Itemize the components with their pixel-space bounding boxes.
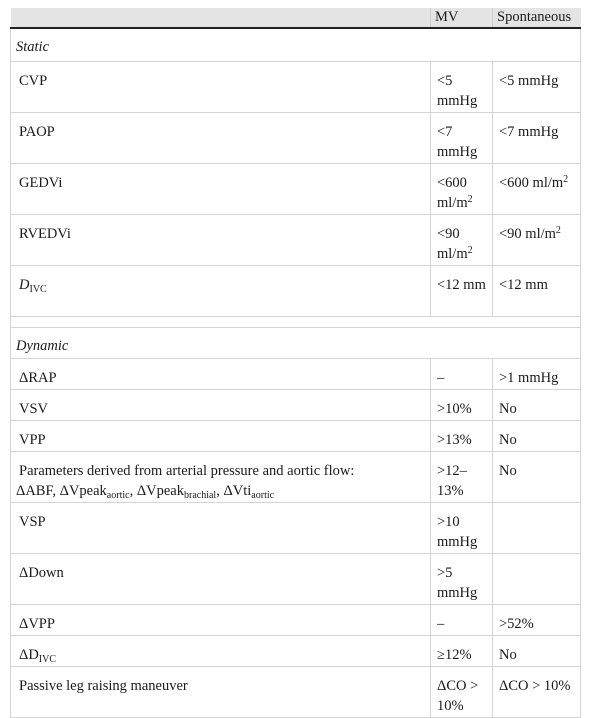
- spontaneous-cell: No: [493, 389, 581, 420]
- table-row: [11, 214, 581, 265]
- table-row: [11, 451, 581, 502]
- param-cell: PAOP: [11, 112, 431, 163]
- param-text: , ΔVti: [216, 482, 252, 499]
- subscript: aortic: [106, 489, 130, 501]
- param-cell: VPP: [11, 420, 431, 451]
- header-spontaneous: Spontaneous: [493, 8, 581, 28]
- section-title-static: Static: [11, 28, 581, 61]
- mv-cell: >5 mmHg: [431, 553, 493, 604]
- header-parameter: [11, 8, 431, 28]
- mv-cell: >10%: [431, 389, 493, 420]
- mv-cell: [431, 163, 493, 214]
- mv-value: <90 ml/m: [437, 225, 468, 262]
- section-title-dynamic: Dynamic: [11, 327, 581, 358]
- param-cell: ΔRAP: [11, 358, 431, 389]
- param-cell: [11, 265, 431, 316]
- subscript: IVC: [38, 653, 57, 665]
- spontaneous-cell: <7 mmHg: [493, 112, 581, 163]
- mv-cell: >13%: [431, 420, 493, 451]
- spontaneous-cell: No: [493, 635, 581, 666]
- param-text: ΔABF, ΔVpeak: [16, 482, 107, 499]
- spontaneous-cell: [493, 163, 581, 214]
- mv-cell: <7 mmHg: [431, 112, 493, 163]
- table-row: [11, 112, 581, 163]
- spontaneous-cell: >1 mmHg: [493, 358, 581, 389]
- param-cell: ΔVPP: [11, 604, 431, 635]
- subscript: brachial: [183, 489, 217, 501]
- superscript: 2: [467, 244, 473, 256]
- mv-cell: <5 mmHg: [431, 61, 493, 112]
- table-row: [11, 420, 581, 451]
- table-row: [11, 163, 581, 214]
- spontaneous-cell: No: [493, 451, 581, 502]
- spontaneous-cell: [493, 214, 581, 265]
- spontaneous-cell: [493, 502, 581, 553]
- table-row: [11, 61, 581, 112]
- table-row: [11, 635, 581, 666]
- table-row: [11, 358, 581, 389]
- param-cell: RVEDVi: [11, 214, 431, 265]
- param-cell: [11, 635, 431, 666]
- parameters-table: [10, 8, 581, 718]
- spontaneous-cell: No: [493, 420, 581, 451]
- param-cell: Passive leg raising maneuver: [11, 666, 431, 717]
- mv-value: <600 ml/m: [437, 174, 468, 211]
- mv-cell: –: [431, 604, 493, 635]
- mv-cell: <12 mm: [431, 265, 493, 316]
- param-cell: [11, 451, 431, 502]
- param-cell: CVP: [11, 61, 431, 112]
- mv-cell: ≥12%: [431, 635, 493, 666]
- spontaneous-cell: [493, 553, 581, 604]
- table-row: [11, 265, 581, 316]
- param-cell: VSP: [11, 502, 431, 553]
- param-main: ΔD: [19, 646, 39, 663]
- table-row: [11, 553, 581, 604]
- superscript: 2: [563, 173, 569, 185]
- mv-cell: –: [431, 358, 493, 389]
- spontaneous-cell: <5 mmHg: [493, 61, 581, 112]
- header-row: [11, 8, 581, 28]
- subscript: IVC: [29, 283, 47, 295]
- table-row: [11, 389, 581, 420]
- subscript: aortic: [251, 489, 275, 501]
- section-row-static: [11, 28, 581, 61]
- param-cell: VSV: [11, 389, 431, 420]
- param-line: [16, 481, 426, 501]
- spontaneous-value: <600 ml/m: [499, 174, 564, 191]
- mv-cell: [431, 214, 493, 265]
- param-main: D: [19, 276, 30, 293]
- param-line: Parameters derived from arterial pressure and aortic flow:: [19, 462, 355, 479]
- header-mv: MV: [431, 8, 493, 28]
- table-row: [11, 666, 581, 717]
- param-cell: ΔDown: [11, 553, 431, 604]
- mv-cell: ΔCO > 10%: [431, 666, 493, 717]
- section-row-dynamic: [11, 327, 581, 358]
- mv-cell: >12–13%: [431, 451, 493, 502]
- mv-cell: >10 mmHg: [431, 502, 493, 553]
- spontaneous-value: <90 ml/m: [499, 225, 556, 242]
- param-cell: GEDVi: [11, 163, 431, 214]
- superscript: 2: [467, 193, 473, 205]
- table-row: [11, 502, 581, 553]
- spontaneous-cell: ΔCO > 10%: [493, 666, 581, 717]
- spontaneous-cell: <12 mm: [493, 265, 581, 316]
- spontaneous-cell: >52%: [493, 604, 581, 635]
- superscript: 2: [555, 224, 561, 236]
- table-row: [11, 604, 581, 635]
- spacer-cell: [11, 316, 581, 327]
- spacer-row: [11, 316, 581, 327]
- param-text: , ΔVpeak: [129, 482, 184, 499]
